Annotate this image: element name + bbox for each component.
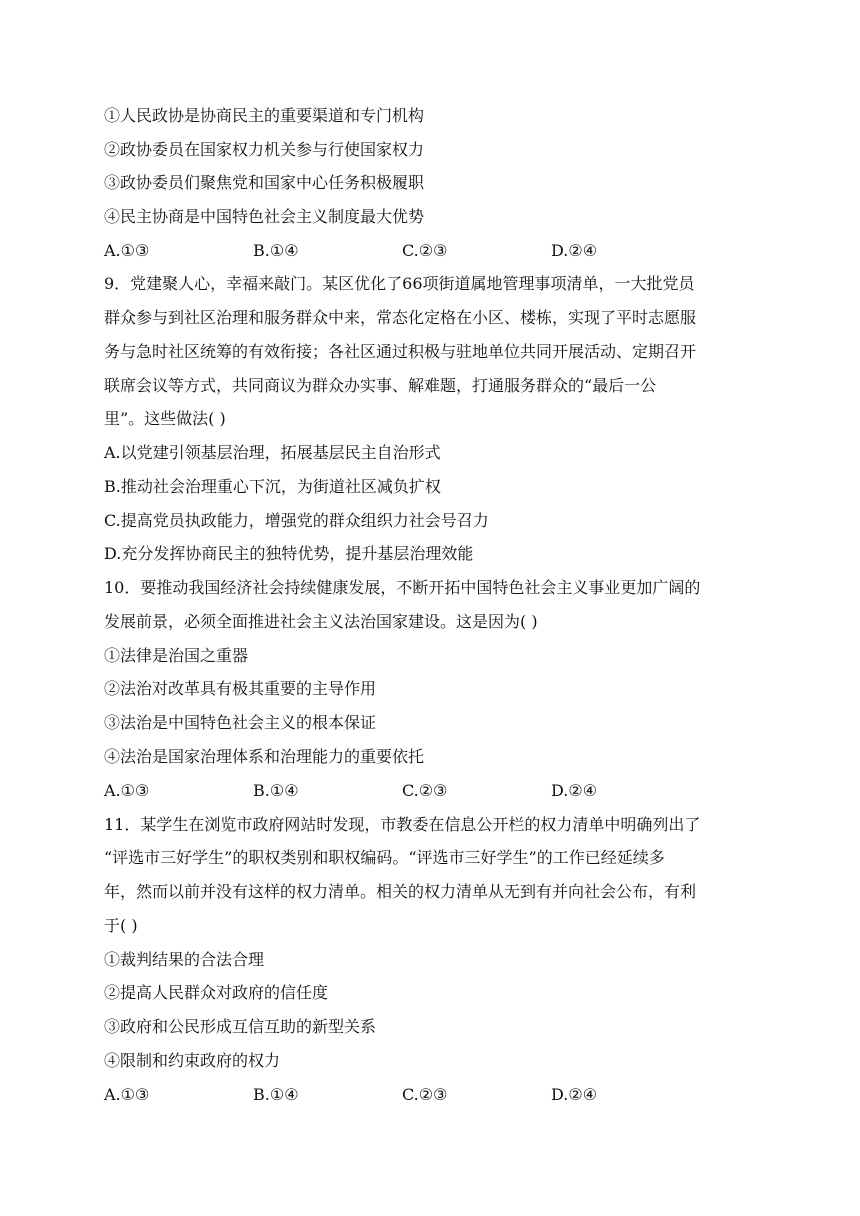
q11-options [104,1085,754,1105]
q10-item-1: ①法律是治国之重器 [104,646,249,665]
q8-item-1: ①人民政协是协商民主的重要渠道和专门机构 [104,106,425,125]
q10-option-b: B.①④ [253,781,299,800]
q10-stem-line-2: 发展前景，必须全面推进社会主义法治国家建设。这是因为( ) [104,612,538,631]
q10-stem-line-1: 10．要推动我国经济社会持续健康发展，不断开拓中国特色社会主义事业更加广阔的 [104,578,701,597]
q10-option-d: D.②④ [551,781,598,800]
q10-option-c: C.②③ [402,781,448,800]
q8-option-c: C.②③ [402,241,448,260]
q10-item-3: ③法治是中国特色社会主义的根本保证 [104,713,377,732]
q9-stem-line-1: 9．党建聚人心，幸福来敲门。某区优化了66项街道属地管理事项清单，一大批党员 [104,274,695,293]
q11-item-3: ③政府和公民形成互信互助的新型关系 [104,1017,377,1036]
q11-item-2: ②提高人民群众对政府的信任度 [104,983,329,1002]
q11-option-b: B.①④ [253,1085,299,1104]
q9-choice-b: B.推动社会治理重心下沉，为街道社区减负扩权 [104,477,441,496]
q9-stem-line-3: 务与急时社区统筹的有效衔接；各社区通过积极与驻地单位共同开展活动、定期召开 [104,342,697,361]
q11-stem-line-3: 年，然而以前并没有这样的权力清单。相关的权力清单从无到有并向社会公布，有利 [104,882,697,901]
q10-options [104,781,754,801]
q11-option-c: C.②③ [402,1085,448,1104]
q8-option-a: A.①③ [104,241,150,260]
q9-choice-d: D.充分发挥协商民主的独特优势，提升基层治理效能 [104,544,474,563]
q8-option-b: B.①④ [253,241,299,260]
q8-item-3: ③政协委员们聚焦党和国家中心任务积极履职 [104,173,425,192]
q11-stem-line-2: “评选市三好学生”的职权类别和职权编码。“评选市三好学生”的工作已经延续多 [104,848,665,867]
q10-item-2: ②法治对改革具有极其重要的主导作用 [104,679,377,698]
q8-options [104,241,754,261]
q9-stem-line-4: 联席会议等方式，共同商议为群众办实事、解难题，打通服务群众的“最后一公 [104,376,657,395]
q11-option-d: D.②④ [551,1085,598,1104]
q11-item-1: ①裁判结果的合法合理 [104,950,265,969]
q8-option-d: D.②④ [551,241,598,260]
q10-item-4: ④法治是国家治理体系和治理能力的重要依托 [104,747,425,766]
q8-item-4: ④民主协商是中国特色社会主义制度最大优势 [104,207,425,226]
q11-stem-line-1: 11．某学生在浏览市政府网站时发现，市教委在信息公开栏的权力清单中明确列出了 [104,815,701,834]
q9-stem-line-2: 群众参与到社区治理和服务群众中来，常态化定格在小区、楼栋，实现了平时志愿服 [104,308,697,327]
q11-item-4: ④限制和约束政府的权力 [104,1051,281,1070]
q8-item-2: ②政协委员在国家权力机关参与行使国家权力 [104,140,425,159]
q11-option-a: A.①③ [104,1085,150,1104]
q10-option-a: A.①③ [104,781,150,800]
q9-choice-a: A.以党建引领基层治理，拓展基层民主自治形式 [104,443,441,462]
q11-stem-line-4: 于( ) [104,916,138,935]
q9-choice-c: C.提高党员执政能力，增强党的群众组织力社会号召力 [104,511,489,530]
q9-stem-line-5: 里”。这些做法( ) [104,409,226,428]
